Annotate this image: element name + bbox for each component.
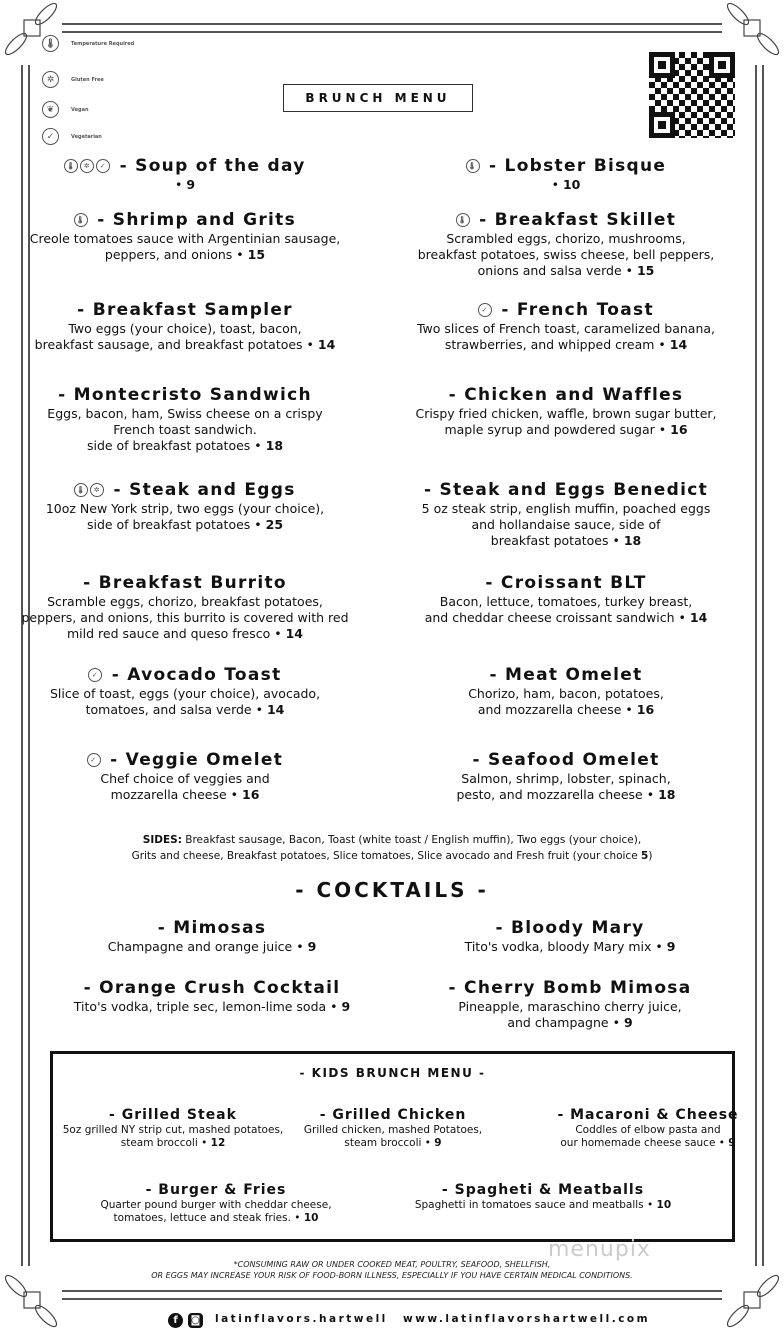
disclaimer-line: OR EGGS MAY INCREASE YOUR RISK OF FOOD-BORN ILLNESS, ESPECIALLY IF YOU HAVE CERTAIN MEDICAL CONDITIONS.: [151, 1271, 633, 1280]
description-line: mozzarella cheese: [110, 787, 227, 802]
kids-item-description: Spaghetti in tomatoes sauce and meatballs • 10: [414, 1199, 672, 1211]
item-description: [376, 594, 756, 610]
item-name: - Lobster Bisque: [488, 156, 667, 176]
item-price: 9: [307, 939, 317, 954]
item-name: - Meat Omelet: [489, 665, 643, 685]
item-description: mild red sauce and queso fresco • 14: [66, 626, 304, 641]
kids-item-description: [304, 1124, 482, 1137]
item-description: side of breakfast potatoes • 25: [86, 517, 284, 532]
item-description: [376, 231, 756, 247]
description-line: Tito's vodka, triple sec, lemon-lime soda: [73, 999, 327, 1014]
menu-item: [0, 749, 375, 803]
item-title: [0, 155, 375, 177]
item-price: 18: [658, 787, 676, 802]
description-line: 10oz New York strip, two eggs (your choice),: [45, 501, 325, 516]
item-name: - Mimosas: [157, 918, 267, 938]
kids-item-name: - Grilled Steak: [109, 1107, 237, 1123]
description-line: Scramble eggs, chorizo, breakfast potatoes,: [47, 594, 323, 609]
item-description: side of breakfast potatoes • 18: [86, 438, 284, 453]
item-name: - Veggie Omelet: [110, 750, 284, 770]
gluten-free-icon: ✲: [80, 159, 94, 173]
item-title: [0, 384, 375, 406]
item-title: [376, 209, 756, 231]
vegetarian-icon: ✓: [96, 159, 110, 173]
description-line: and champagne: [507, 1015, 609, 1030]
item-name: - Breakfast Sampler: [77, 300, 293, 320]
item-name: - Seafood Omelet: [472, 750, 660, 770]
item-description: [0, 594, 375, 610]
description-line: Two slices of French toast, caramelized banana,: [416, 321, 716, 336]
description-line: breakfast sausage, and breakfast potatoes: [34, 337, 303, 352]
description-line: mild red sauce and queso fresco: [66, 626, 271, 641]
kids-item: [63, 1106, 284, 1150]
description-line: Tito's vodka, bloody Mary mix: [464, 939, 652, 954]
item-price: 12: [210, 1137, 226, 1149]
item-description: [376, 517, 756, 533]
item-description: tomatoes, and salsa verde • 14: [85, 702, 285, 717]
page-title: BRUNCH MENU: [283, 84, 473, 112]
item-price: 9: [341, 999, 351, 1014]
item-price: 16: [636, 702, 655, 717]
item-name: - Breakfast Burrito: [83, 573, 287, 593]
item-title: [376, 384, 756, 406]
description-line: breakfast potatoes, swiss cheese, bell peppers,: [417, 247, 715, 262]
kids-item: [557, 1106, 738, 1150]
description-line: Two eggs (your choice), toast, bacon,: [68, 321, 302, 336]
item-price: 25: [265, 517, 284, 532]
item-price: 16: [242, 787, 260, 802]
thermometer-icon: 🌡: [42, 35, 59, 52]
item-description: [0, 501, 375, 517]
description-line: peppers, and onions: [104, 247, 233, 262]
description-line: Pineapple, maraschino cherry juice,: [458, 999, 682, 1014]
item-description: pesto, and mozzarella cheese • 18: [456, 787, 676, 802]
item-description: and cheddar cheese croissant sandwich • 14: [424, 610, 708, 625]
legend-label: Temperature Required: [71, 40, 135, 47]
item-description: [0, 231, 375, 247]
item-name: - Croissant BLT: [485, 573, 647, 593]
menu-item: [380, 917, 760, 955]
frame-top-line: [62, 23, 722, 25]
menu-item: [376, 749, 756, 803]
item-price: 15: [636, 263, 655, 278]
description-line: Champagne and orange juice: [107, 939, 293, 954]
description-line: pesto, and mozzarella cheese: [456, 787, 643, 802]
item-price: 9: [623, 1015, 633, 1030]
item-description: [376, 247, 756, 263]
description-line: steam broccoli: [344, 1137, 422, 1149]
gluten-free-icon: ✲: [90, 483, 104, 497]
description-line: Eggs, bacon, ham, Swiss cheese on a crispy: [47, 406, 323, 421]
item-description: and mozzarella cheese • 16: [477, 702, 655, 717]
menu-item: [22, 917, 402, 955]
item-name: - Orange Crush Cocktail: [83, 978, 341, 998]
description-line: Chorizo, ham, bacon, potatoes,: [468, 686, 664, 701]
item-description: [0, 321, 375, 337]
instagram-icon[interactable]: ◙: [188, 1313, 203, 1328]
legend-item: [42, 101, 89, 118]
item-description: Tito's vodka, bloody Mary mix • 9: [464, 939, 676, 954]
menu-item: [0, 209, 375, 263]
item-description: and champagne • 9: [507, 1015, 633, 1030]
item-description: • 9: [174, 177, 196, 192]
description-line: and hollandaise sauce, side of: [471, 517, 661, 532]
item-price: 15: [247, 247, 266, 262]
description-line: 5oz grilled NY strip cut, mashed potatoes,: [62, 1124, 284, 1136]
thermometer-icon: 🌡: [456, 213, 470, 227]
menu-item: [376, 299, 756, 353]
menu-item: [376, 664, 756, 718]
item-description: [376, 321, 756, 337]
item-name: - Chicken and Waffles: [448, 385, 684, 405]
description-line: Quarter pound burger with cheddar cheese,: [100, 1199, 332, 1211]
item-price: 9: [434, 1137, 442, 1149]
kids-item-description: tomatoes, lettuce and steak fries. • 10: [113, 1212, 319, 1224]
description-line: side of breakfast potatoes: [86, 517, 251, 532]
vegetarian-icon: ✓: [87, 753, 101, 767]
frame-top-line: [62, 31, 722, 33]
item-description: • 10: [551, 177, 581, 192]
description-line: Grilled chicken, mashed Potatoes,: [303, 1124, 483, 1136]
corner-ornament-icon: [2, 2, 62, 62]
description-line: Coddles of elbow pasta and: [575, 1124, 721, 1136]
sides-line: Grits and cheese, Breakfast potatoes, Slice tomatoes, Slice avocado and Fresh fruit (your choice: [131, 850, 638, 862]
description-line: and cheddar cheese croissant sandwich: [424, 610, 675, 625]
description-line: French toast sandwich.: [113, 422, 257, 437]
item-title: [376, 572, 756, 594]
legend-label: Gluten Free: [71, 76, 104, 83]
description-line: 5 oz steak strip, english muffin, poached eggs: [421, 501, 711, 516]
item-title: [376, 664, 756, 686]
item-price: 14: [689, 610, 708, 625]
description-line: tomatoes, and salsa verde: [85, 702, 252, 717]
kids-item-description: [100, 1199, 331, 1212]
description-line: Spaghetti in tomatoes sauce and meatballs: [414, 1199, 644, 1211]
item-name: - Cherry Bomb Mimosa: [448, 978, 692, 998]
item-description: [376, 406, 756, 422]
item-price: 18: [623, 533, 642, 548]
cocktails-heading: - COCKTAILS -: [295, 878, 489, 902]
vegetarian-icon: ✓: [88, 668, 102, 682]
item-price: 10: [303, 1212, 319, 1224]
menu-item: [22, 977, 402, 1015]
item-title: [380, 917, 760, 939]
item-description: onions and salsa verde • 15: [477, 263, 655, 278]
kids-item-description: [63, 1124, 284, 1137]
sides-section: SIDES: Breakfast sausage, Bacon, Toast (white toast / English muffin), Two eggs (your choice), Grits and cheese, Breakfast potatoes, Slice tomatoes, Slice avocado and Fresh fruit (your choice 5): [131, 834, 653, 862]
kids-item-description: steam broccoli • 9: [344, 1137, 442, 1149]
item-description: [0, 686, 375, 702]
menu-item: [376, 384, 756, 438]
item-description: [376, 771, 756, 787]
item-title: [376, 155, 756, 177]
item-name: - Montecristo Sandwich: [58, 385, 312, 405]
menu-item: [0, 384, 375, 454]
description-line: peppers, and onions, this burrito is covered with red: [21, 610, 349, 625]
item-description: Tito's vodka, triple sec, lemon-lime soda • 9: [73, 999, 351, 1014]
frame-right-line: [762, 65, 764, 1266]
vegetarian-icon: ✓: [42, 128, 59, 145]
menu-item: [376, 155, 756, 193]
item-name: - Steak and Eggs Benedict: [423, 480, 709, 500]
kids-item-name: - Spagheti & Meatballs: [441, 1182, 645, 1198]
item-title: [0, 572, 375, 594]
thermometer-icon: 🌡: [466, 159, 480, 173]
item-price: 14: [266, 702, 285, 717]
item-price: 9: [666, 939, 676, 954]
menu-item: [0, 664, 375, 718]
legend-label: Vegan: [71, 106, 89, 113]
kids-item-name: - Grilled Chicken: [319, 1107, 467, 1123]
disclaimer-line: *CONSUMING RAW OR UNDER COOKED MEAT, POULTRY, SEAFOOD, SHELLFISH,: [233, 1260, 551, 1269]
disclaimer: [0, 1259, 784, 1281]
menu-item: [376, 572, 756, 626]
gluten-free-icon: ✲: [42, 71, 59, 88]
item-title: [22, 917, 402, 939]
item-description: breakfast sausage, and breakfast potatoes • 14: [34, 337, 336, 352]
item-name: - Avocado Toast: [111, 665, 282, 685]
item-description: peppers, and onions • 15: [104, 247, 266, 262]
description-line: and mozzarella cheese: [477, 702, 622, 717]
kids-item: [100, 1181, 331, 1225]
menu-item: [0, 299, 375, 353]
description-line: tomatoes, lettuce and steak fries.: [113, 1212, 291, 1224]
item-name: - Soup of the day: [119, 156, 306, 176]
item-description: [376, 501, 756, 517]
description-line: Bacon, lettuce, tomatoes, turkey breast,: [439, 594, 693, 609]
description-line: Creole tomatoes sauce with Argentinian sausage,: [29, 231, 341, 246]
vegetarian-icon: ✓: [478, 303, 492, 317]
kids-item: [415, 1181, 671, 1212]
item-name: - Bloody Mary: [495, 918, 645, 938]
facebook-icon[interactable]: f: [168, 1313, 183, 1328]
description-line: breakfast potatoes: [490, 533, 609, 548]
kids-item-description: [557, 1124, 738, 1137]
item-title: [376, 479, 756, 501]
item-name: - French Toast: [501, 300, 654, 320]
description-line: Slice of toast, eggs (your choice), avocado,: [49, 686, 321, 701]
kids-item-name: - Burger & Fries: [145, 1182, 287, 1198]
item-price: 16: [670, 422, 688, 437]
item-title: [22, 977, 402, 999]
item-description: mozzarella cheese • 16: [110, 787, 260, 802]
kids-item: [304, 1106, 482, 1150]
frame-bottom-line: [62, 1298, 722, 1300]
item-price: 14: [285, 626, 304, 641]
item-price: 14: [669, 337, 688, 352]
item-description: [0, 610, 375, 626]
legend-item: [42, 71, 104, 88]
watermark: menupix: [548, 1237, 651, 1262]
item-price: 10: [562, 177, 581, 192]
legend-item: [42, 35, 134, 52]
legend-label: Vegetarian: [71, 133, 102, 140]
menu-item: [380, 977, 760, 1031]
item-price: 9: [186, 177, 196, 192]
item-title: [376, 749, 756, 771]
website-link[interactable]: www.latinflavorshartwell.com: [403, 1313, 651, 1325]
description-line: steam broccoli: [120, 1137, 198, 1149]
kids-item-name: - Macaroni & Cheese: [557, 1107, 739, 1123]
thermometer-icon: 🌡: [74, 213, 88, 227]
item-title: [0, 209, 375, 231]
item-price: 14: [317, 337, 336, 352]
description-line: Chef choice of veggies and: [100, 771, 270, 786]
kids-heading: - KIDS BRUNCH MENU -: [299, 1066, 486, 1080]
description-line: Crispy fried chicken, waffle, brown sugar butter,: [415, 406, 717, 421]
item-name: - Breakfast Skillet: [479, 210, 677, 230]
item-description: Champagne and orange juice • 9: [107, 939, 317, 954]
kids-menu-box: [50, 1051, 739, 1242]
item-title: [0, 479, 375, 501]
sides-label: SIDES:: [142, 834, 182, 846]
qr-code: [645, 48, 739, 142]
item-description: [376, 686, 756, 702]
description-line: Scrambled eggs, chorizo, mushrooms,: [446, 231, 686, 246]
description-line: maple syrup and powdered sugar: [444, 422, 655, 437]
thermometer-icon: 🌡: [74, 483, 88, 497]
item-name: - Shrimp and Grits: [97, 210, 297, 230]
item-description: strawberries, and whipped cream • 14: [444, 337, 688, 352]
vegan-icon: ❦: [42, 101, 59, 118]
description-line: Salmon, shrimp, lobster, spinach,: [461, 771, 671, 786]
item-price: 9: [728, 1137, 736, 1149]
kids-item-description: steam broccoli • 12: [120, 1137, 226, 1149]
sides-price: 5: [641, 850, 649, 862]
item-description: [0, 771, 375, 787]
item-title: [0, 664, 375, 686]
item-title: [380, 977, 760, 999]
item-price: 18: [265, 438, 284, 453]
thermometer-icon: 🌡: [64, 159, 78, 173]
description-line: our homemade cheese sauce: [560, 1137, 716, 1149]
legend-item: [42, 128, 102, 145]
menu-item: [0, 155, 375, 193]
menu-item: [0, 479, 375, 533]
item-description: [0, 406, 375, 422]
item-title: [0, 749, 375, 771]
social-handle[interactable]: latinflavors.hartwell: [215, 1313, 388, 1325]
description-line: onions and salsa verde: [477, 263, 622, 278]
menu-item: [0, 572, 375, 642]
description-line: strawberries, and whipped cream: [444, 337, 655, 352]
sides-line: Breakfast sausage, Bacon, Toast (white toast / English muffin), Two eggs (your choice),: [185, 834, 642, 846]
item-description: [0, 422, 375, 438]
menu-item: [376, 479, 756, 549]
item-description: [380, 999, 760, 1015]
item-description: breakfast potatoes • 18: [490, 533, 642, 548]
item-title: [376, 299, 756, 321]
menu-item: [376, 209, 756, 279]
item-name: - Steak and Eggs: [113, 480, 296, 500]
item-description: maple syrup and powdered sugar • 16: [444, 422, 688, 437]
item-price: 10: [656, 1199, 672, 1211]
kids-item-description: our homemade cheese sauce • 9: [560, 1137, 736, 1149]
frame-bottom-line: [62, 1290, 722, 1292]
item-title: [0, 299, 375, 321]
description-line: side of breakfast potatoes: [86, 438, 251, 453]
